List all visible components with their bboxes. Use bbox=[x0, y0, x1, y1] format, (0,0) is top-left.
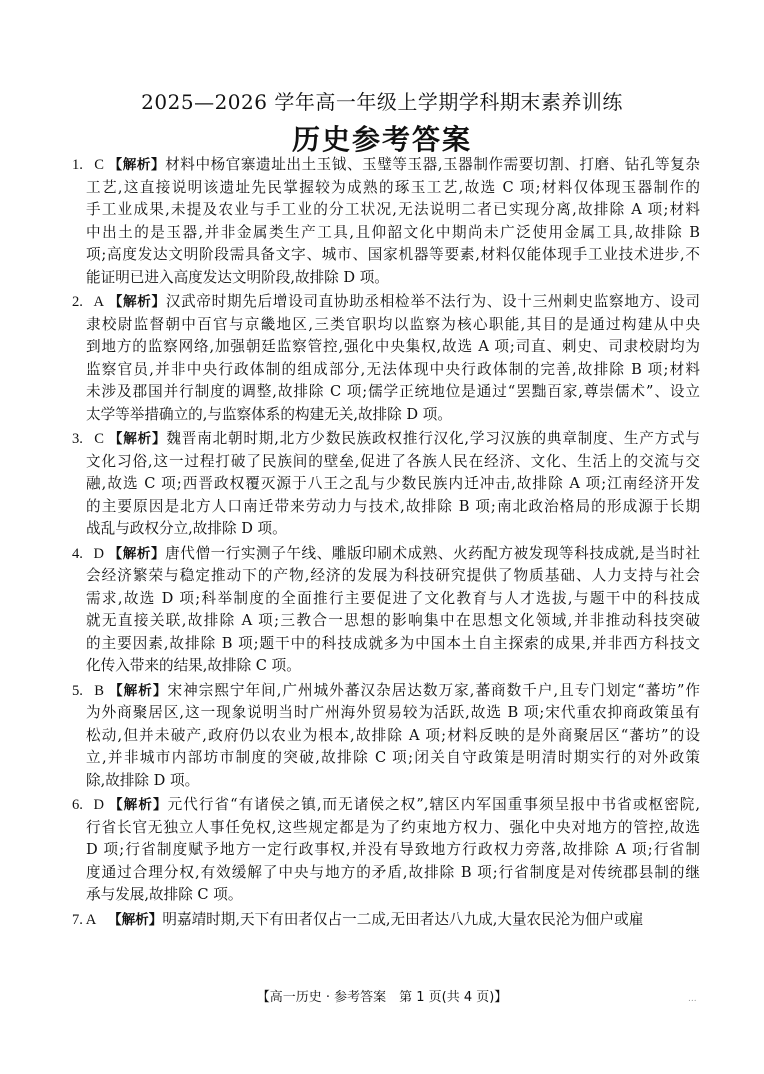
answer-line: 未涉及郡国并行制度的调整,故排除 C 项;儒学正统地位是通过“罢黜百家,尊崇儒术”、设立 bbox=[86, 383, 700, 400]
answer-list bbox=[72, 154, 700, 933]
answer-line bbox=[72, 794, 700, 817]
answer-line bbox=[72, 909, 700, 932]
answer-number: 3. C bbox=[72, 431, 104, 447]
answer-line: 能证明已进入高度发达文明阶段,故排除 D 项。 bbox=[86, 268, 389, 286]
answer-line: 融,故选 C 项;西晋政权覆灭源于八王之乱与少数民族内迁冲击,故排除 A 项;江南经济开发 bbox=[86, 475, 700, 492]
answer-line: 到地方的监察网络,加强朝廷监察管控,强化中央集权,故选 A 项;司直、刺史、司隶校尉均为 bbox=[86, 338, 700, 355]
answer-line: 化传入带来的结果,故排除 C 项。 bbox=[86, 657, 301, 674]
answer-item bbox=[72, 428, 700, 541]
answer-line: 行省长官无独立人事任免权,这些规定都是为了约束地方权力、强化中央对地方的管控,故选 bbox=[86, 818, 700, 836]
answer-item bbox=[72, 680, 700, 793]
answer-line: 松动,但并未破产,政府仍以农业为根本,故排除 A 项;材料反映的是外商聚居区“蕃坊”的设 bbox=[86, 726, 700, 744]
answer-line: D 项;行省制度赋予地方一定行政事权,并没有导致地方行政权力旁落,故排除 A 项;行省制 bbox=[86, 841, 700, 858]
answer-line: 太学等举措确立的,与监察体系的构建无关,故排除 D 项。 bbox=[86, 405, 452, 423]
answer-line bbox=[72, 291, 700, 314]
analysis-tag: 【解析】 bbox=[108, 157, 166, 173]
answer-line: 手工业成果,未提及农业与手工业的分工状况,无法说明二者已实现分离,故排除 A 项;材料 bbox=[86, 201, 700, 218]
answer-item bbox=[72, 543, 700, 678]
page-footer: 【高一历史 · 参考答案 第 1 页(共 4 页)】 bbox=[256, 990, 508, 1005]
answer-line: 文化习俗,这一过程打破了民族间的壁垒,促进了各族人民在经济、文化、生活上的交流与交 bbox=[86, 452, 700, 470]
answer-number: 5. B bbox=[72, 682, 104, 699]
answer-text: 元代行省“有诸侯之镇,而无诸侯之权”,辖区内军国重事须呈报中书省或枢密院, bbox=[167, 796, 701, 813]
answer-line: 会经济繁荣与稳定推动下的产物,经济的发展为科技研究提供了物质基础、人力支持与社会 bbox=[86, 567, 700, 584]
answer-line: 度通过合理分权,有效缓解了中央与地方的矛盾,故排除 B 项;行省制度是对传统郡县制的继 bbox=[86, 863, 700, 881]
answer-line: 战乱与政权分立,故排除 D 项。 bbox=[86, 520, 287, 537]
answer-item bbox=[72, 154, 700, 289]
answer-line: 工艺,这直接说明该遗址先民掌握较为成熟的琢玉工艺,故选 C 项;材料仅体现玉器制作的 bbox=[86, 178, 700, 196]
answer-number: 6. D bbox=[72, 797, 104, 813]
answer-line: 的主要因素,故排除 B 项;题干中的科技成就多为中国本土自主探索的成果,并非西方科技文 bbox=[86, 634, 700, 652]
answer-item bbox=[72, 909, 700, 932]
answer-item bbox=[72, 794, 700, 907]
answer-line bbox=[72, 154, 700, 177]
answer-text: 材料中杨官寨遗址出土玉钺、玉璧等玉器,玉器制作需要切割、打磨、钻孔等复杂 bbox=[165, 156, 700, 173]
answer-line: 的主要原因是北方人口南迁带来劳动力与技术,故排除 B 项;南北政治格局的形成源于长期 bbox=[86, 497, 700, 515]
answer-line: 除,故排除 D 项。 bbox=[86, 771, 200, 789]
answer-line: 隶校尉监督朝中百官与京畿地区,三类官职均以监察为核心职能,其目的是通过构建从中央 bbox=[86, 315, 700, 333]
answer-line: 就无直接关联,故排除 A 项;三教合一思想的影响集中在思想文化领域,并非推动科技突破 bbox=[86, 612, 700, 629]
answer-item bbox=[72, 291, 700, 426]
answer-line: 立,并非城市内部坊市制度的突破,故排除 C 项;闭关自守政策是明清时期实行的对外政策 bbox=[86, 749, 700, 766]
answer-text: 明嘉靖时期,天下有田者仅占一二成,无田者达八九成,大量农民沦为佃户或雇 bbox=[162, 910, 644, 928]
answer-line: 项;高度发达文明阶段需具备文字、城市、国家机器等要素,材料仅能体现手工业技术进步,不 bbox=[86, 246, 700, 263]
answer-line bbox=[72, 428, 700, 451]
analysis-tag: 【解析】 bbox=[108, 431, 167, 447]
answer-text: 魏晋南北朝时期,北方少数民族政权推行汉化,学习汉族的典章制度、生产方式与 bbox=[166, 430, 701, 447]
answer-line: 为外商聚居区,这一现象说明当时广州海外贸易较为活跃,故选 B 项;宋代重农抑商政策虽有 bbox=[86, 704, 700, 721]
answer-number: 7. A bbox=[72, 911, 97, 928]
answer-number: 1. C bbox=[72, 157, 104, 173]
answer-text: 汉武帝时期先后增设司直协助丞相检举不法行为、设十三州刺史监察地方、设司 bbox=[165, 293, 701, 310]
answer-number: 4. D bbox=[72, 545, 104, 562]
answer-line: 承与发展,故排除 C 项。 bbox=[86, 886, 243, 903]
answer-line: 监察官员,并非中央行政体制的组成部分,无法体现中央行政体制的完善,故排除 B 项;材料 bbox=[86, 360, 700, 378]
answer-text: 宋神宗熙宁年间,广州城外蕃汉杂居达数万家,蕃商数千户,且专门划定“蕃坊”作 bbox=[167, 681, 701, 699]
answer-text: 唐代僧一行实测子午线、雕版印刷术成熟、火药配方被发现等科技成就,是当时社 bbox=[165, 544, 700, 562]
answer-line: 需求,故选 D 项;科举制度的全面推行主要促进了文化教育与人才选拔,与题干中的科技成 bbox=[86, 589, 700, 607]
document-title: 2025—2026 学年高一年级上学期学科期末素养训练 bbox=[141, 90, 623, 114]
document-subtitle: 历史参考答案 bbox=[291, 123, 472, 156]
answer-line bbox=[72, 543, 700, 566]
footer-mark: ... bbox=[688, 994, 697, 1004]
answer-line bbox=[72, 680, 700, 703]
analysis-tag: 【解析】 bbox=[108, 545, 166, 562]
answer-number: 2. A bbox=[72, 294, 104, 310]
analysis-tag: 【解析】 bbox=[108, 797, 168, 813]
analysis-tag: 【解析】 bbox=[108, 911, 163, 928]
answer-line: 中出土的是玉器,并非金属类生产工具,且仰韶文化中期尚未广泛使用金属工具,故排除 B bbox=[86, 223, 700, 241]
analysis-tag: 【解析】 bbox=[108, 294, 166, 310]
analysis-tag: 【解析】 bbox=[108, 682, 168, 699]
